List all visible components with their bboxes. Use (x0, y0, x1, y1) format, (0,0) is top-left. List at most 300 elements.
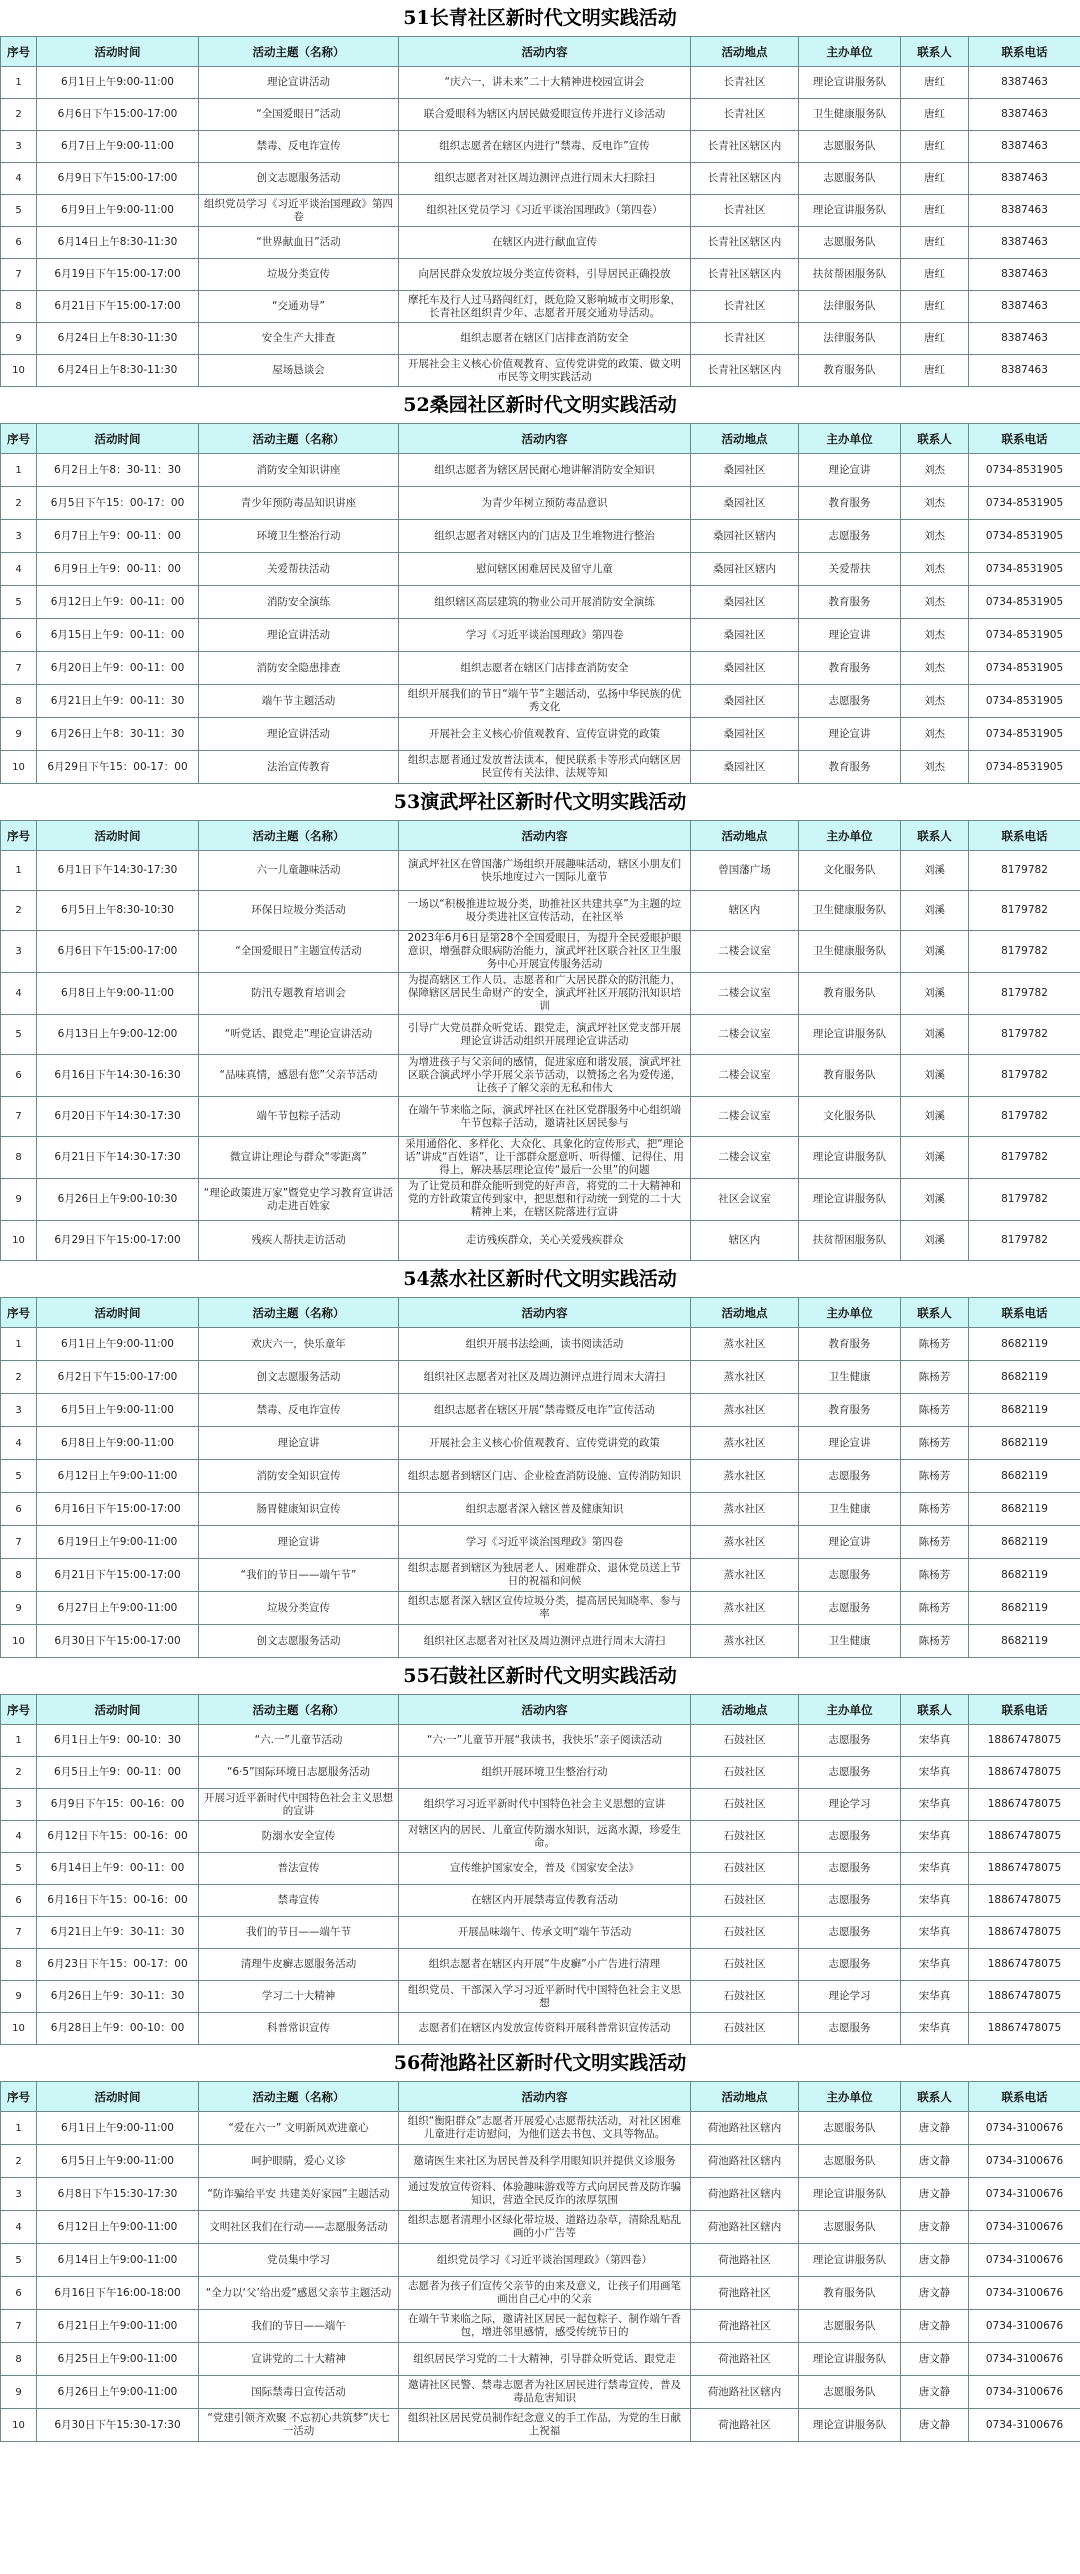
col-time-cell: 6月1日下午14:30-17:30 (37, 851, 199, 891)
col-organizer-cell: 理论宣讲服务队 (799, 2409, 901, 2442)
col-contact-cell: 唐红 (901, 227, 969, 259)
table-row (1, 1328, 1080, 1361)
col-theme-cell: 残疾人帮扶走访活动 (199, 1221, 399, 1261)
col-theme-cell: “全国爱眼日”活动 (199, 99, 399, 131)
col-content-cell: 组织开展书法绘画，读书阅读活动 (399, 1328, 691, 1361)
col-contact-cell: 刘溪 (901, 931, 969, 973)
header-theme: 活动主题（名称） (199, 2082, 399, 2112)
col-location-cell: 蒸水社区 (691, 1328, 799, 1361)
col-location-cell: 二楼会议室 (691, 1015, 799, 1055)
col-index-cell: 7 (1, 1097, 37, 1137)
col-contact-cell: 宋华真 (901, 2013, 969, 2045)
col-time-cell: 6月14日上午8:30-11:30 (37, 227, 199, 259)
col-index-cell: 2 (1, 1361, 37, 1394)
col-time-cell: 6月1日上午9：00-10：30 (37, 1725, 199, 1757)
col-contact-cell: 刘溪 (901, 1179, 969, 1221)
header-contact: 联系人 (901, 37, 969, 67)
col-content-cell: 在端午节来临之际，演武坪社区在社区党群服务中心组织端午节包粽子活动，邀请社区居民参与 (399, 1097, 691, 1137)
col-theme-cell: 欢庆六一，快乐童年 (199, 1328, 399, 1361)
col-time-cell: 6月16日下午15：00-16：00 (37, 1885, 199, 1917)
col-content-cell: 一场以“积极推进垃圾分类，助推社区共建共享”为主题的垃圾分类进社区宣传活动，在社区举 (399, 891, 691, 931)
col-index-cell: 8 (1, 1559, 37, 1592)
col-phone-cell: 0734-8531905 (969, 652, 1080, 685)
header-contact: 联系人 (901, 1695, 969, 1725)
col-content-cell: 组织志愿者在辖区开展“禁毒暨反电诈”宣传活动 (399, 1394, 691, 1427)
col-index-cell: 1 (1, 2112, 37, 2145)
col-index-cell: 7 (1, 259, 37, 291)
col-location-cell: 桑园社区辖内 (691, 553, 799, 586)
table-row (1, 652, 1080, 685)
col-index-cell: 5 (1, 1015, 37, 1055)
col-contact-cell: 唐红 (901, 163, 969, 195)
table-row (1, 1885, 1080, 1917)
col-location-cell: 荷池路社区辖内 (691, 2112, 799, 2145)
col-content-cell: 学习《习近平谈治国理政》第四卷 (399, 619, 691, 652)
col-contact-cell: 唐红 (901, 99, 969, 131)
col-index-cell: 7 (1, 2310, 37, 2343)
col-location-cell: 蒸水社区 (691, 1559, 799, 1592)
col-contact-cell: 唐文静 (901, 2178, 969, 2211)
table-row (1, 1179, 1080, 1221)
col-index-cell: 6 (1, 1493, 37, 1526)
col-contact-cell: 宋华真 (901, 1981, 969, 2013)
col-phone-cell: 0734-3100676 (969, 2145, 1080, 2178)
col-index-cell: 9 (1, 1981, 37, 2013)
col-theme-cell: “我们的节日——端午节” (199, 1559, 399, 1592)
table-row (1, 1221, 1080, 1261)
col-content-cell: 开展品味端午、传承文明“端午节活动 (399, 1917, 691, 1949)
col-organizer-cell: 志愿服务队 (799, 227, 901, 259)
activity-table (0, 36, 1080, 387)
col-location-cell: 石鼓社区 (691, 1821, 799, 1853)
header-content: 活动内容 (399, 1695, 691, 1725)
col-index-cell: 8 (1, 291, 37, 323)
col-location-cell: 二楼会议室 (691, 973, 799, 1015)
header-organizer: 主办单位 (799, 821, 901, 851)
col-phone-cell: 8682119 (969, 1526, 1080, 1559)
col-contact-cell: 陈杨芳 (901, 1328, 969, 1361)
col-time-cell: 6月19日上午9:00-11:00 (37, 1526, 199, 1559)
col-time-cell: 6月20日下午14:30-17:30 (37, 1097, 199, 1137)
col-location-cell: 长青社区 (691, 323, 799, 355)
col-theme-cell: 创文志愿服务活动 (199, 1361, 399, 1394)
col-time-cell: 6月6日下午15:00-17:00 (37, 99, 199, 131)
col-theme-cell: 理论宣讲 (199, 1526, 399, 1559)
col-index-cell: 9 (1, 1592, 37, 1625)
header-contact: 联系人 (901, 1298, 969, 1328)
table-row (1, 1592, 1080, 1625)
col-phone-cell: 0734-3100676 (969, 2310, 1080, 2343)
header-content: 活动内容 (399, 2082, 691, 2112)
col-theme-cell: “理论政策进万家”暨党史学习教育宣讲活动走进百姓家 (199, 1179, 399, 1221)
col-content-cell: 开展社会主义核心价值观教育、宣传宣讲党的政策 (399, 718, 691, 751)
section-title: 56荷池路社区新时代文明实践活动 (393, 2052, 687, 2074)
col-time-cell: 6月21日上午9：00-11：30 (37, 685, 199, 718)
col-contact-cell: 唐红 (901, 259, 969, 291)
table-row (1, 487, 1080, 520)
col-organizer-cell: 志愿服务 (799, 1885, 901, 1917)
col-location-cell: 桑园社区 (691, 652, 799, 685)
col-location-cell: 长青社区 (691, 195, 799, 227)
col-organizer-cell: 卫生健康 (799, 1493, 901, 1526)
col-location-cell: 长青社区辖区内 (691, 131, 799, 163)
table-row (1, 1559, 1080, 1592)
col-index-cell: 4 (1, 1821, 37, 1853)
table-row (1, 1137, 1080, 1179)
col-phone-cell: 8387463 (969, 163, 1080, 195)
col-phone-cell: 0734-8531905 (969, 718, 1080, 751)
table-header-row (1, 37, 1080, 67)
col-content-cell: 组织党员学习《习近平谈治国理政》（第四卷） (399, 2244, 691, 2277)
col-location-cell: 荷池路社区辖内 (691, 2376, 799, 2409)
col-theme-cell: 端午节包粽子活动 (199, 1097, 399, 1137)
col-theme-cell: 屋场恳谈会 (199, 355, 399, 387)
col-index-cell: 8 (1, 685, 37, 718)
col-index-cell: 1 (1, 67, 37, 99)
col-contact-cell: 刘杰 (901, 619, 969, 652)
col-organizer-cell: 理论宣讲 (799, 1526, 901, 1559)
table-row (1, 99, 1080, 131)
col-contact-cell: 刘杰 (901, 718, 969, 751)
table-row (1, 1427, 1080, 1460)
col-organizer-cell: 文化服务队 (799, 1097, 901, 1137)
col-location-cell: 石鼓社区 (691, 1949, 799, 1981)
col-content-cell: 慰问辖区困难居民及留守儿童 (399, 553, 691, 586)
table-row (1, 1789, 1080, 1821)
col-time-cell: 6月27日上午9:00-11:00 (37, 1592, 199, 1625)
col-content-cell: 对辖区内的居民、儿童宣传防溺水知识，远离水源，珍爱生命。 (399, 1821, 691, 1853)
col-phone-cell: 8387463 (969, 355, 1080, 387)
col-content-cell: 向居民群众发放垃圾分类宣传资料，引导居民正确投放 (399, 259, 691, 291)
col-theme-cell: 环境卫生整治行动 (199, 520, 399, 553)
col-content-cell: 组织志愿者深入辖区普及健康知识 (399, 1493, 691, 1526)
col-content-cell: 组织志愿者对社区周边测评点进行周末大扫除扫 (399, 163, 691, 195)
col-content-cell: 组织社区志愿者对社区及周边测评点进行周末大清扫 (399, 1361, 691, 1394)
col-theme-cell: 创文志愿服务活动 (199, 163, 399, 195)
col-location-cell: 桑园社区 (691, 586, 799, 619)
col-theme-cell: “六.一”儿童节活动 (199, 1725, 399, 1757)
col-index-cell: 10 (1, 1221, 37, 1261)
col-organizer-cell: 志愿服务 (799, 685, 901, 718)
header-index: 序号 (1, 424, 37, 454)
col-index-cell: 6 (1, 2277, 37, 2310)
col-contact-cell: 唐文静 (901, 2145, 969, 2178)
col-phone-cell: 8179782 (969, 891, 1080, 931)
col-index-cell: 8 (1, 1949, 37, 1981)
header-contact: 联系人 (901, 424, 969, 454)
table-row (1, 227, 1080, 259)
col-organizer-cell: 理论宣讲 (799, 718, 901, 751)
col-location-cell: 二楼会议室 (691, 1055, 799, 1097)
col-phone-cell: 8682119 (969, 1625, 1080, 1658)
col-content-cell: 组织志愿者为辖区居民耐心地讲解消防安全知识 (399, 454, 691, 487)
col-location-cell: 荷池路社区 (691, 2343, 799, 2376)
col-phone-cell: 18867478075 (969, 1981, 1080, 2013)
section-title: 55石鼓社区新时代文明实践活动 (403, 1665, 677, 1687)
col-time-cell: 6月24日上午8:30-11:30 (37, 355, 199, 387)
col-theme-cell: 微宣讲让理论与群众“零距离” (199, 1137, 399, 1179)
col-organizer-cell: 理论宣讲服务队 (799, 1015, 901, 1055)
col-location-cell: 石鼓社区 (691, 1917, 799, 1949)
col-content-cell: 组织学习习近平新时代中国特色社会主义思想的宣讲 (399, 1789, 691, 1821)
table-row (1, 1394, 1080, 1427)
col-content-cell: 为提高辖区工作人员、志愿者和广大居民群众的防汛能力，保障辖区居民生命财产的安全，演武坪社区开展防汛知识培训 (399, 973, 691, 1015)
col-time-cell: 6月26日上午9:00-11:00 (37, 2376, 199, 2409)
table-row (1, 891, 1080, 931)
col-organizer-cell: 卫生健康 (799, 1361, 901, 1394)
col-organizer-cell: 教育服务队 (799, 2277, 901, 2310)
col-theme-cell: 环保日垃圾分类活动 (199, 891, 399, 931)
col-content-cell: 邀请医生来社区为居民普及科学用眼知识并提供义诊服务 (399, 2145, 691, 2178)
table-row (1, 2178, 1080, 2211)
col-location-cell: 荷池路社区 (691, 2409, 799, 2442)
col-theme-cell: 党员集中学习 (199, 2244, 399, 2277)
col-location-cell: 桑园社区 (691, 487, 799, 520)
col-index-cell: 10 (1, 2409, 37, 2442)
col-organizer-cell: 志愿服务 (799, 1917, 901, 1949)
col-theme-cell: 呵护眼睛，爱心义诊 (199, 2145, 399, 2178)
col-time-cell: 6月24日上午8:30-11:30 (37, 323, 199, 355)
col-index-cell: 7 (1, 1526, 37, 1559)
col-phone-cell: 8682119 (969, 1394, 1080, 1427)
col-content-cell: 组织居民学习党的二十大精神，引导群众听党话、跟党走 (399, 2343, 691, 2376)
col-content-cell: 宣传维护国家安全，普及《国家安全法》 (399, 1853, 691, 1885)
col-phone-cell: 0734-8531905 (969, 487, 1080, 520)
col-organizer-cell: 关爱帮扶 (799, 553, 901, 586)
col-index-cell: 9 (1, 718, 37, 751)
col-index-cell: 2 (1, 487, 37, 520)
col-content-cell: 组织志愿者到辖区为独居老人、困难群众、退休党员送上节日的祝福和问候 (399, 1559, 691, 1592)
col-phone-cell: 0734-3100676 (969, 2343, 1080, 2376)
col-phone-cell: 0734-3100676 (969, 2112, 1080, 2145)
col-time-cell: 6月9日上午9：00-11：00 (37, 553, 199, 586)
col-organizer-cell: 理论宣讲服务队 (799, 1179, 901, 1221)
table-row (1, 131, 1080, 163)
col-location-cell: 长青社区辖区内 (691, 355, 799, 387)
col-phone-cell: 8682119 (969, 1427, 1080, 1460)
col-theme-cell: 我们的节日——端午节 (199, 1917, 399, 1949)
col-phone-cell: 8179782 (969, 931, 1080, 973)
table-row (1, 1821, 1080, 1853)
header-index: 序号 (1, 1298, 37, 1328)
col-location-cell: 蒸水社区 (691, 1394, 799, 1427)
header-time: 活动时间 (37, 2082, 199, 2112)
col-organizer-cell: 卫生健康 (799, 1625, 901, 1658)
col-theme-cell: 垃圾分类宣传 (199, 1592, 399, 1625)
table-row (1, 259, 1080, 291)
table-row (1, 619, 1080, 652)
col-theme-cell: 安全生产大排查 (199, 323, 399, 355)
col-contact-cell: 宋华真 (901, 1917, 969, 1949)
col-contact-cell: 刘溪 (901, 851, 969, 891)
col-theme-cell: 防溺水安全宣传 (199, 1821, 399, 1853)
col-theme-cell: “交通劝导” (199, 291, 399, 323)
header-index: 序号 (1, 2082, 37, 2112)
col-index-cell: 7 (1, 1917, 37, 1949)
col-index-cell: 5 (1, 1460, 37, 1493)
section-title: 52桑园社区新时代文明实践活动 (403, 394, 677, 416)
header-location: 活动地点 (691, 821, 799, 851)
col-time-cell: 6月1日上午9:00-11:00 (37, 2112, 199, 2145)
col-phone-cell: 0734-8531905 (969, 586, 1080, 619)
table-row (1, 2376, 1080, 2409)
col-time-cell: 6月21日下午15:00-17:00 (37, 291, 199, 323)
col-content-cell: 组织“衡阳群众”志愿者开展爱心志愿帮扶活动，对社区困难儿童进行走访慰问，为他们送去书包、文具等物品。 (399, 2112, 691, 2145)
table-row (1, 1917, 1080, 1949)
col-location-cell: 荷池路社区辖内 (691, 2211, 799, 2244)
header-location: 活动地点 (691, 1298, 799, 1328)
col-organizer-cell: 志愿服务队 (799, 131, 901, 163)
col-content-cell: 组织党员、干部深入学习习近平新时代中国特色社会主义思想 (399, 1981, 691, 2013)
col-phone-cell: 8387463 (969, 67, 1080, 99)
col-index-cell: 10 (1, 2013, 37, 2045)
col-time-cell: 6月16日下午14:30-16:30 (37, 1055, 199, 1097)
col-index-cell: 6 (1, 1055, 37, 1097)
col-theme-cell: 创文志愿服务活动 (199, 1625, 399, 1658)
col-contact-cell: 宋华真 (901, 1885, 969, 1917)
col-time-cell: 6月5日上午9:00-11:00 (37, 1394, 199, 1427)
col-contact-cell: 刘杰 (901, 553, 969, 586)
table-row (1, 2310, 1080, 2343)
table-row (1, 195, 1080, 227)
table-row (1, 586, 1080, 619)
col-time-cell: 6月25日上午9:00-11:00 (37, 2343, 199, 2376)
col-location-cell: 石鼓社区 (691, 1789, 799, 1821)
col-organizer-cell: 理论宣讲 (799, 619, 901, 652)
col-contact-cell: 宋华真 (901, 1725, 969, 1757)
col-location-cell: 长青社区辖区内 (691, 259, 799, 291)
col-index-cell: 9 (1, 2376, 37, 2409)
col-content-cell: 为青少年树立预防毒品意识 (399, 487, 691, 520)
table-row (1, 2244, 1080, 2277)
col-location-cell: 二楼会议室 (691, 1097, 799, 1137)
col-organizer-cell: 卫生健康服务队 (799, 99, 901, 131)
col-theme-cell: 禁毒、反电诈宣传 (199, 131, 399, 163)
col-phone-cell: 8682119 (969, 1592, 1080, 1625)
col-index-cell: 5 (1, 195, 37, 227)
col-phone-cell: 18867478075 (969, 1725, 1080, 1757)
col-organizer-cell: 志愿服务 (799, 1757, 901, 1789)
col-time-cell: 6月1日上午9:00-11:00 (37, 1328, 199, 1361)
col-index-cell: 1 (1, 1328, 37, 1361)
table-row (1, 2277, 1080, 2310)
col-theme-cell: “全力以‘父’给出爱”感恩父亲节主题活动 (199, 2277, 399, 2310)
col-theme-cell: 端午节主题活动 (199, 685, 399, 718)
col-content-cell: 组织志愿者到辖区门店、企业检查消防设施、宣传消防知识 (399, 1460, 691, 1493)
col-content-cell: 邀请社区民警、禁毒志愿者为社区居民进行禁毒宣传，普及毒品危害知识 (399, 2376, 691, 2409)
col-location-cell: 长青社区辖区内 (691, 227, 799, 259)
col-index-cell: 6 (1, 619, 37, 652)
col-index-cell: 5 (1, 586, 37, 619)
col-content-cell: 在端午节来临之际，邀请社区居民一起包粽子、制作端午香包，增进邻里感情，感受传统节日的 (399, 2310, 691, 2343)
col-time-cell: 6月30日下午15:30-17:30 (37, 2409, 199, 2442)
col-theme-cell: 消防安全隐患排查 (199, 652, 399, 685)
col-location-cell: 桑园社区 (691, 751, 799, 784)
col-organizer-cell: 教育服务 (799, 487, 901, 520)
col-phone-cell: 18867478075 (969, 1885, 1080, 1917)
col-theme-cell: “品味真情，感恩有您”父亲节活动 (199, 1055, 399, 1097)
col-contact-cell: 刘杰 (901, 520, 969, 553)
table-row (1, 1725, 1080, 1757)
col-index-cell: 2 (1, 2145, 37, 2178)
col-phone-cell: 8387463 (969, 131, 1080, 163)
col-time-cell: 6月12日上午9:00-11:00 (37, 1460, 199, 1493)
col-index-cell: 3 (1, 1789, 37, 1821)
col-organizer-cell: 志愿服务 (799, 1725, 901, 1757)
col-organizer-cell: 志愿服务队 (799, 2112, 901, 2145)
col-theme-cell: 垃圾分类宣传 (199, 259, 399, 291)
col-organizer-cell: 志愿服务 (799, 1853, 901, 1885)
col-contact-cell: 刘溪 (901, 1015, 969, 1055)
col-time-cell: 6月8日上午9:00-11:00 (37, 973, 199, 1015)
col-contact-cell: 唐红 (901, 67, 969, 99)
col-organizer-cell: 志愿服务队 (799, 163, 901, 195)
col-organizer-cell: 理论宣讲服务队 (799, 195, 901, 227)
col-theme-cell: 禁毒、反电诈宣传 (199, 1394, 399, 1427)
table-row (1, 1757, 1080, 1789)
col-contact-cell: 宋华真 (901, 1949, 969, 1981)
header-theme: 活动主题（名称） (199, 1695, 399, 1725)
col-contact-cell: 刘溪 (901, 973, 969, 1015)
col-content-cell: 为了让党员和群众能听到党的好声音，将党的二十大精神和党的方针政策宣传到家中，把思想和行动统一到党的二十大精神上来，在辖区院落进行宣讲 (399, 1179, 691, 1221)
col-contact-cell: 唐红 (901, 323, 969, 355)
col-theme-cell: “防诈骗给平安 共建美好家园”主题活动 (199, 2178, 399, 2211)
col-content-cell: 在辖区内开展禁毒宣传教育活动 (399, 1885, 691, 1917)
col-content-cell: “庆六一，讲未来”二十大精神进校园宣讲会 (399, 67, 691, 99)
col-theme-cell: 开展习近平新时代中国特色社会主义思想的宣讲 (199, 1789, 399, 1821)
header-location: 活动地点 (691, 424, 799, 454)
col-content-cell: 组织社区居民党员制作纪念意义的手工作品，为党的生日献上祝福 (399, 2409, 691, 2442)
col-time-cell: 6月8日上午9:00-11:00 (37, 1427, 199, 1460)
col-location-cell: 荷池路社区 (691, 2310, 799, 2343)
col-theme-cell: 理论宣讲活动 (199, 619, 399, 652)
col-location-cell: 石鼓社区 (691, 1725, 799, 1757)
col-contact-cell: 唐文静 (901, 2112, 969, 2145)
table-header-row (1, 1298, 1080, 1328)
table-row (1, 291, 1080, 323)
header-index: 序号 (1, 37, 37, 67)
col-theme-cell: 消防安全知识宣传 (199, 1460, 399, 1493)
col-organizer-cell: 理论宣讲服务队 (799, 2244, 901, 2277)
col-location-cell: 蒸水社区 (691, 1427, 799, 1460)
col-organizer-cell: 理论宣讲服务队 (799, 2178, 901, 2211)
col-theme-cell: 学习二十大精神 (199, 1981, 399, 2013)
header-contact: 联系人 (901, 2082, 969, 2112)
header-time: 活动时间 (37, 37, 199, 67)
col-phone-cell: 8179782 (969, 1137, 1080, 1179)
header-phone: 联系电话 (969, 1298, 1080, 1328)
col-theme-cell: 清理牛皮癣志愿服务活动 (199, 1949, 399, 1981)
col-time-cell: 6月21日下午14:30-17:30 (37, 1137, 199, 1179)
col-time-cell: 6月9日下午15:00-17:00 (37, 163, 199, 195)
col-theme-cell: 理论宣讲 (199, 1427, 399, 1460)
col-index-cell: 5 (1, 2244, 37, 2277)
col-time-cell: 6月12日上午9:00-11:00 (37, 2211, 199, 2244)
col-content-cell: 组织志愿者在辖区内开展“牛皮癣”小广告进行清理 (399, 1949, 691, 1981)
table-row (1, 454, 1080, 487)
col-contact-cell: 陈杨芳 (901, 1526, 969, 1559)
col-location-cell: 社区会议室 (691, 1179, 799, 1221)
header-theme: 活动主题（名称） (199, 821, 399, 851)
col-index-cell: 3 (1, 931, 37, 973)
col-contact-cell: 陈杨芳 (901, 1361, 969, 1394)
col-organizer-cell: 教育服务队 (799, 355, 901, 387)
col-content-cell: 组织志愿者在辖区内进行“禁毒、反电诈”宣传 (399, 131, 691, 163)
col-phone-cell: 8682119 (969, 1493, 1080, 1526)
col-contact-cell: 唐文静 (901, 2277, 969, 2310)
col-contact-cell: 唐文静 (901, 2244, 969, 2277)
col-index-cell: 8 (1, 2343, 37, 2376)
